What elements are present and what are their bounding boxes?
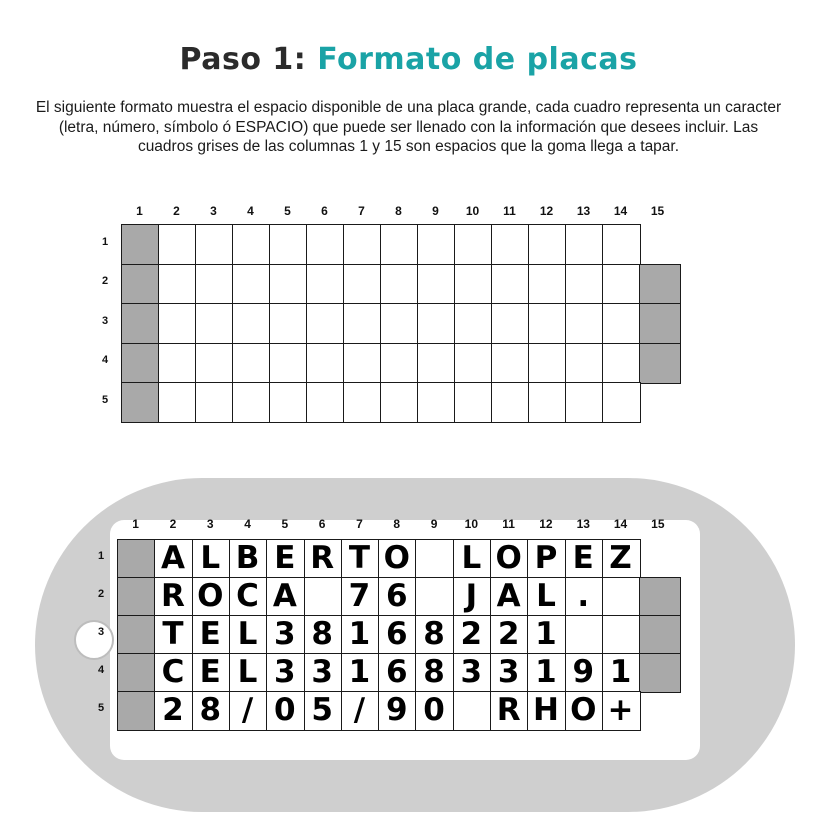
plate-character: C <box>161 654 185 690</box>
example-cell <box>639 577 681 617</box>
plate-character: L <box>237 654 258 690</box>
column-number-12: 12 <box>539 204 554 218</box>
blank-cell <box>269 303 308 344</box>
blank-cell <box>306 343 345 384</box>
plate-character: 0 <box>423 692 445 728</box>
plate-character: 8 <box>423 654 445 690</box>
plate-character: R <box>161 578 185 614</box>
column-number-3: 3 <box>206 517 214 531</box>
column-number-5: 5 <box>281 517 289 531</box>
blank-cell <box>602 343 641 384</box>
page-title <box>0 42 817 77</box>
column-number-13: 13 <box>576 204 591 218</box>
plate-character: + <box>607 692 634 728</box>
column-number-6: 6 <box>318 517 326 531</box>
plate-character: 8 <box>423 616 445 652</box>
plate-character: E <box>274 540 296 576</box>
plate-character: E <box>199 654 221 690</box>
blank-cell <box>454 382 493 423</box>
blank-cell <box>306 224 345 265</box>
plate-character: 3 <box>497 654 520 690</box>
blank-cell <box>454 224 493 265</box>
blank-cell <box>195 303 234 344</box>
plate-character: 8 <box>311 616 333 652</box>
plate-character: 3 <box>311 654 333 690</box>
plate-character: . <box>577 578 590 614</box>
column-number-1: 1 <box>136 204 143 218</box>
blank-cell <box>232 343 271 384</box>
plate-character: / <box>353 692 366 728</box>
plate-character: Z <box>609 540 632 576</box>
example-cell <box>117 691 156 731</box>
plate-character: L <box>536 578 556 614</box>
plate-character: J <box>465 578 478 614</box>
plate-character: P <box>534 540 558 576</box>
plate-character: 3 <box>274 654 296 690</box>
blank-cell <box>121 303 160 344</box>
example-cell <box>639 615 681 655</box>
blank-cell <box>454 343 493 384</box>
row-number-3: 3 <box>97 626 105 638</box>
row-number-1: 1 <box>97 550 105 562</box>
plate-character: L <box>461 540 482 576</box>
blank-cell <box>380 264 419 305</box>
plate-character: E <box>199 616 221 652</box>
plate-character: L <box>237 616 258 652</box>
plate-character: A <box>272 578 297 614</box>
plate-character: L <box>200 540 221 576</box>
blank-cell <box>528 343 567 384</box>
blank-cell <box>417 343 456 384</box>
row-number-2: 2 <box>97 588 105 600</box>
blank-cell <box>158 264 197 305</box>
row-number-5: 5 <box>97 702 105 714</box>
column-number-3: 3 <box>210 204 217 218</box>
plate-character: 3 <box>460 654 483 690</box>
blank-cell <box>195 343 234 384</box>
blank-cell <box>232 224 271 265</box>
example-cell <box>639 653 681 693</box>
blank-cell <box>602 264 641 305</box>
example-cell <box>415 539 454 579</box>
blank-cell <box>417 303 456 344</box>
plate-character: O <box>570 692 597 728</box>
plate-character: 2 <box>460 616 483 652</box>
blank-cell <box>565 264 604 305</box>
row-number-5: 5 <box>101 393 109 406</box>
row-number-3: 3 <box>101 314 109 327</box>
column-number-4: 4 <box>247 204 254 218</box>
blank-cell <box>602 303 641 344</box>
blank-cell <box>491 343 530 384</box>
blank-cell <box>158 303 197 344</box>
blank-cell <box>528 264 567 305</box>
plate-character: 5 <box>311 692 333 728</box>
blank-cell <box>565 224 604 265</box>
blank-cell <box>269 343 308 384</box>
blank-cell <box>195 264 234 305</box>
blank-cell <box>639 303 681 344</box>
column-number-10: 10 <box>465 204 480 218</box>
plate-character: 8 <box>199 692 222 728</box>
blank-cell <box>343 224 382 265</box>
blank-cell <box>528 224 567 265</box>
blank-cell <box>269 264 308 305</box>
column-number-2: 2 <box>169 517 177 531</box>
column-number-12: 12 <box>539 517 553 531</box>
column-number-15: 15 <box>650 204 665 218</box>
blank-cell <box>380 382 419 423</box>
blank-cell <box>306 303 345 344</box>
row-number-4: 4 <box>97 664 105 676</box>
blank-cell <box>380 343 419 384</box>
plate-character: 0 <box>274 692 296 728</box>
blank-cell <box>158 343 197 384</box>
example-cell <box>453 691 492 731</box>
column-number-1: 1 <box>132 517 139 531</box>
blank-cell <box>232 382 271 423</box>
plate-character: 2 <box>162 692 184 728</box>
plate-character: O <box>383 540 410 576</box>
plate-character: 9 <box>572 654 595 690</box>
title-name: Formato de placas <box>317 42 638 77</box>
blank-cell <box>380 303 419 344</box>
plate-character: T <box>162 616 184 652</box>
plate-character: T <box>348 540 371 576</box>
plate-character: 6 <box>385 654 408 690</box>
plate-character: 1 <box>535 654 557 690</box>
column-number-14: 14 <box>613 517 628 531</box>
plate-character: 6 <box>385 616 408 652</box>
blank-cell <box>121 343 160 384</box>
blank-cell <box>491 303 530 344</box>
column-number-13: 13 <box>576 517 590 531</box>
column-number-7: 7 <box>358 204 365 218</box>
plate-character: A <box>496 578 521 614</box>
row-number-1: 1 <box>101 235 109 248</box>
blank-cell <box>158 224 197 265</box>
column-number-14: 14 <box>613 204 628 218</box>
blank-cell <box>232 303 271 344</box>
blank-cell <box>232 264 271 305</box>
plate-character: R <box>496 692 521 728</box>
plate-character: 7 <box>348 578 371 614</box>
blank-cell <box>602 382 641 423</box>
blank-cell <box>565 382 604 423</box>
column-number-11: 11 <box>502 517 515 531</box>
blank-cell <box>528 382 567 423</box>
blank-cell <box>565 303 604 344</box>
blank-cell <box>306 382 345 423</box>
plate-character: O <box>495 540 522 576</box>
plate-character: 1 <box>535 616 557 652</box>
blank-cell <box>306 264 345 305</box>
plate-character: C <box>236 578 259 614</box>
plate-character: H <box>532 692 559 728</box>
blank-cell <box>639 343 681 384</box>
plate-character: O <box>197 578 224 614</box>
example-cell <box>304 577 343 617</box>
example-cell <box>602 577 641 617</box>
plate-character: 1 <box>348 616 371 652</box>
blank-cell <box>491 224 530 265</box>
example-cell <box>117 615 156 655</box>
blank-cell <box>343 303 382 344</box>
column-number-6: 6 <box>321 204 328 218</box>
column-number-5: 5 <box>284 204 291 218</box>
blank-cell <box>158 382 197 423</box>
blank-cell <box>343 343 382 384</box>
blank-cell <box>454 264 493 305</box>
plate-character: 1 <box>609 654 632 690</box>
blank-cell <box>121 382 160 423</box>
blank-cell <box>343 382 382 423</box>
blank-cell <box>269 382 308 423</box>
row-number-2: 2 <box>101 275 109 288</box>
column-number-9: 9 <box>432 204 439 218</box>
blank-cell <box>602 224 641 265</box>
example-cell <box>415 577 454 617</box>
plate-character: 6 <box>385 578 408 614</box>
blank-cell <box>195 224 234 265</box>
column-number-2: 2 <box>173 204 180 218</box>
blank-cell <box>491 382 530 423</box>
blank-cell <box>121 224 160 265</box>
description-text: El siguiente formato muestra el espacio disponible de una placa grande, cada cuadro representa un caracter (letra, número, símbolo ó ESPACIO) que puede ser llenado con la información que desees incluir. Las cuadros grises de las columnas 1 y 15 son espacios que la goma llega a tapar. <box>35 99 782 155</box>
blank-cell <box>269 224 308 265</box>
example-cell <box>117 653 156 693</box>
plate-character: 2 <box>497 616 520 652</box>
blank-cell <box>195 382 234 423</box>
example-cell <box>117 539 156 579</box>
column-number-8: 8 <box>395 204 402 218</box>
column-number-8: 8 <box>393 517 401 531</box>
plate-character: 1 <box>348 654 371 690</box>
plate-character: 9 <box>385 692 408 728</box>
plate-character: R <box>310 540 335 576</box>
column-number-4: 4 <box>244 517 251 531</box>
blank-cell <box>639 264 681 305</box>
blank-cell <box>343 264 382 305</box>
plate-character: B <box>235 540 260 576</box>
column-number-15: 15 <box>651 517 665 531</box>
blank-cell <box>565 343 604 384</box>
plate-character: E <box>572 540 594 576</box>
column-number-9: 9 <box>430 517 438 531</box>
blank-cell <box>528 303 567 344</box>
column-number-10: 10 <box>464 517 479 531</box>
example-cell <box>117 577 156 617</box>
plate-character: / <box>241 692 254 728</box>
example-cell <box>602 615 641 655</box>
blank-cell <box>121 264 160 305</box>
column-number-11: 11 <box>503 204 516 218</box>
plate-character: 3 <box>274 616 296 652</box>
blank-cell <box>380 224 419 265</box>
title-step: Paso 1: <box>179 42 307 77</box>
column-number-7: 7 <box>356 517 363 531</box>
row-number-4: 4 <box>101 354 109 367</box>
blank-cell <box>417 382 456 423</box>
example-cell <box>565 615 604 655</box>
blank-cell <box>491 264 530 305</box>
blank-cell <box>417 264 456 305</box>
blank-cell <box>454 303 493 344</box>
plate-character: A <box>160 540 185 576</box>
blank-cell <box>417 224 456 265</box>
